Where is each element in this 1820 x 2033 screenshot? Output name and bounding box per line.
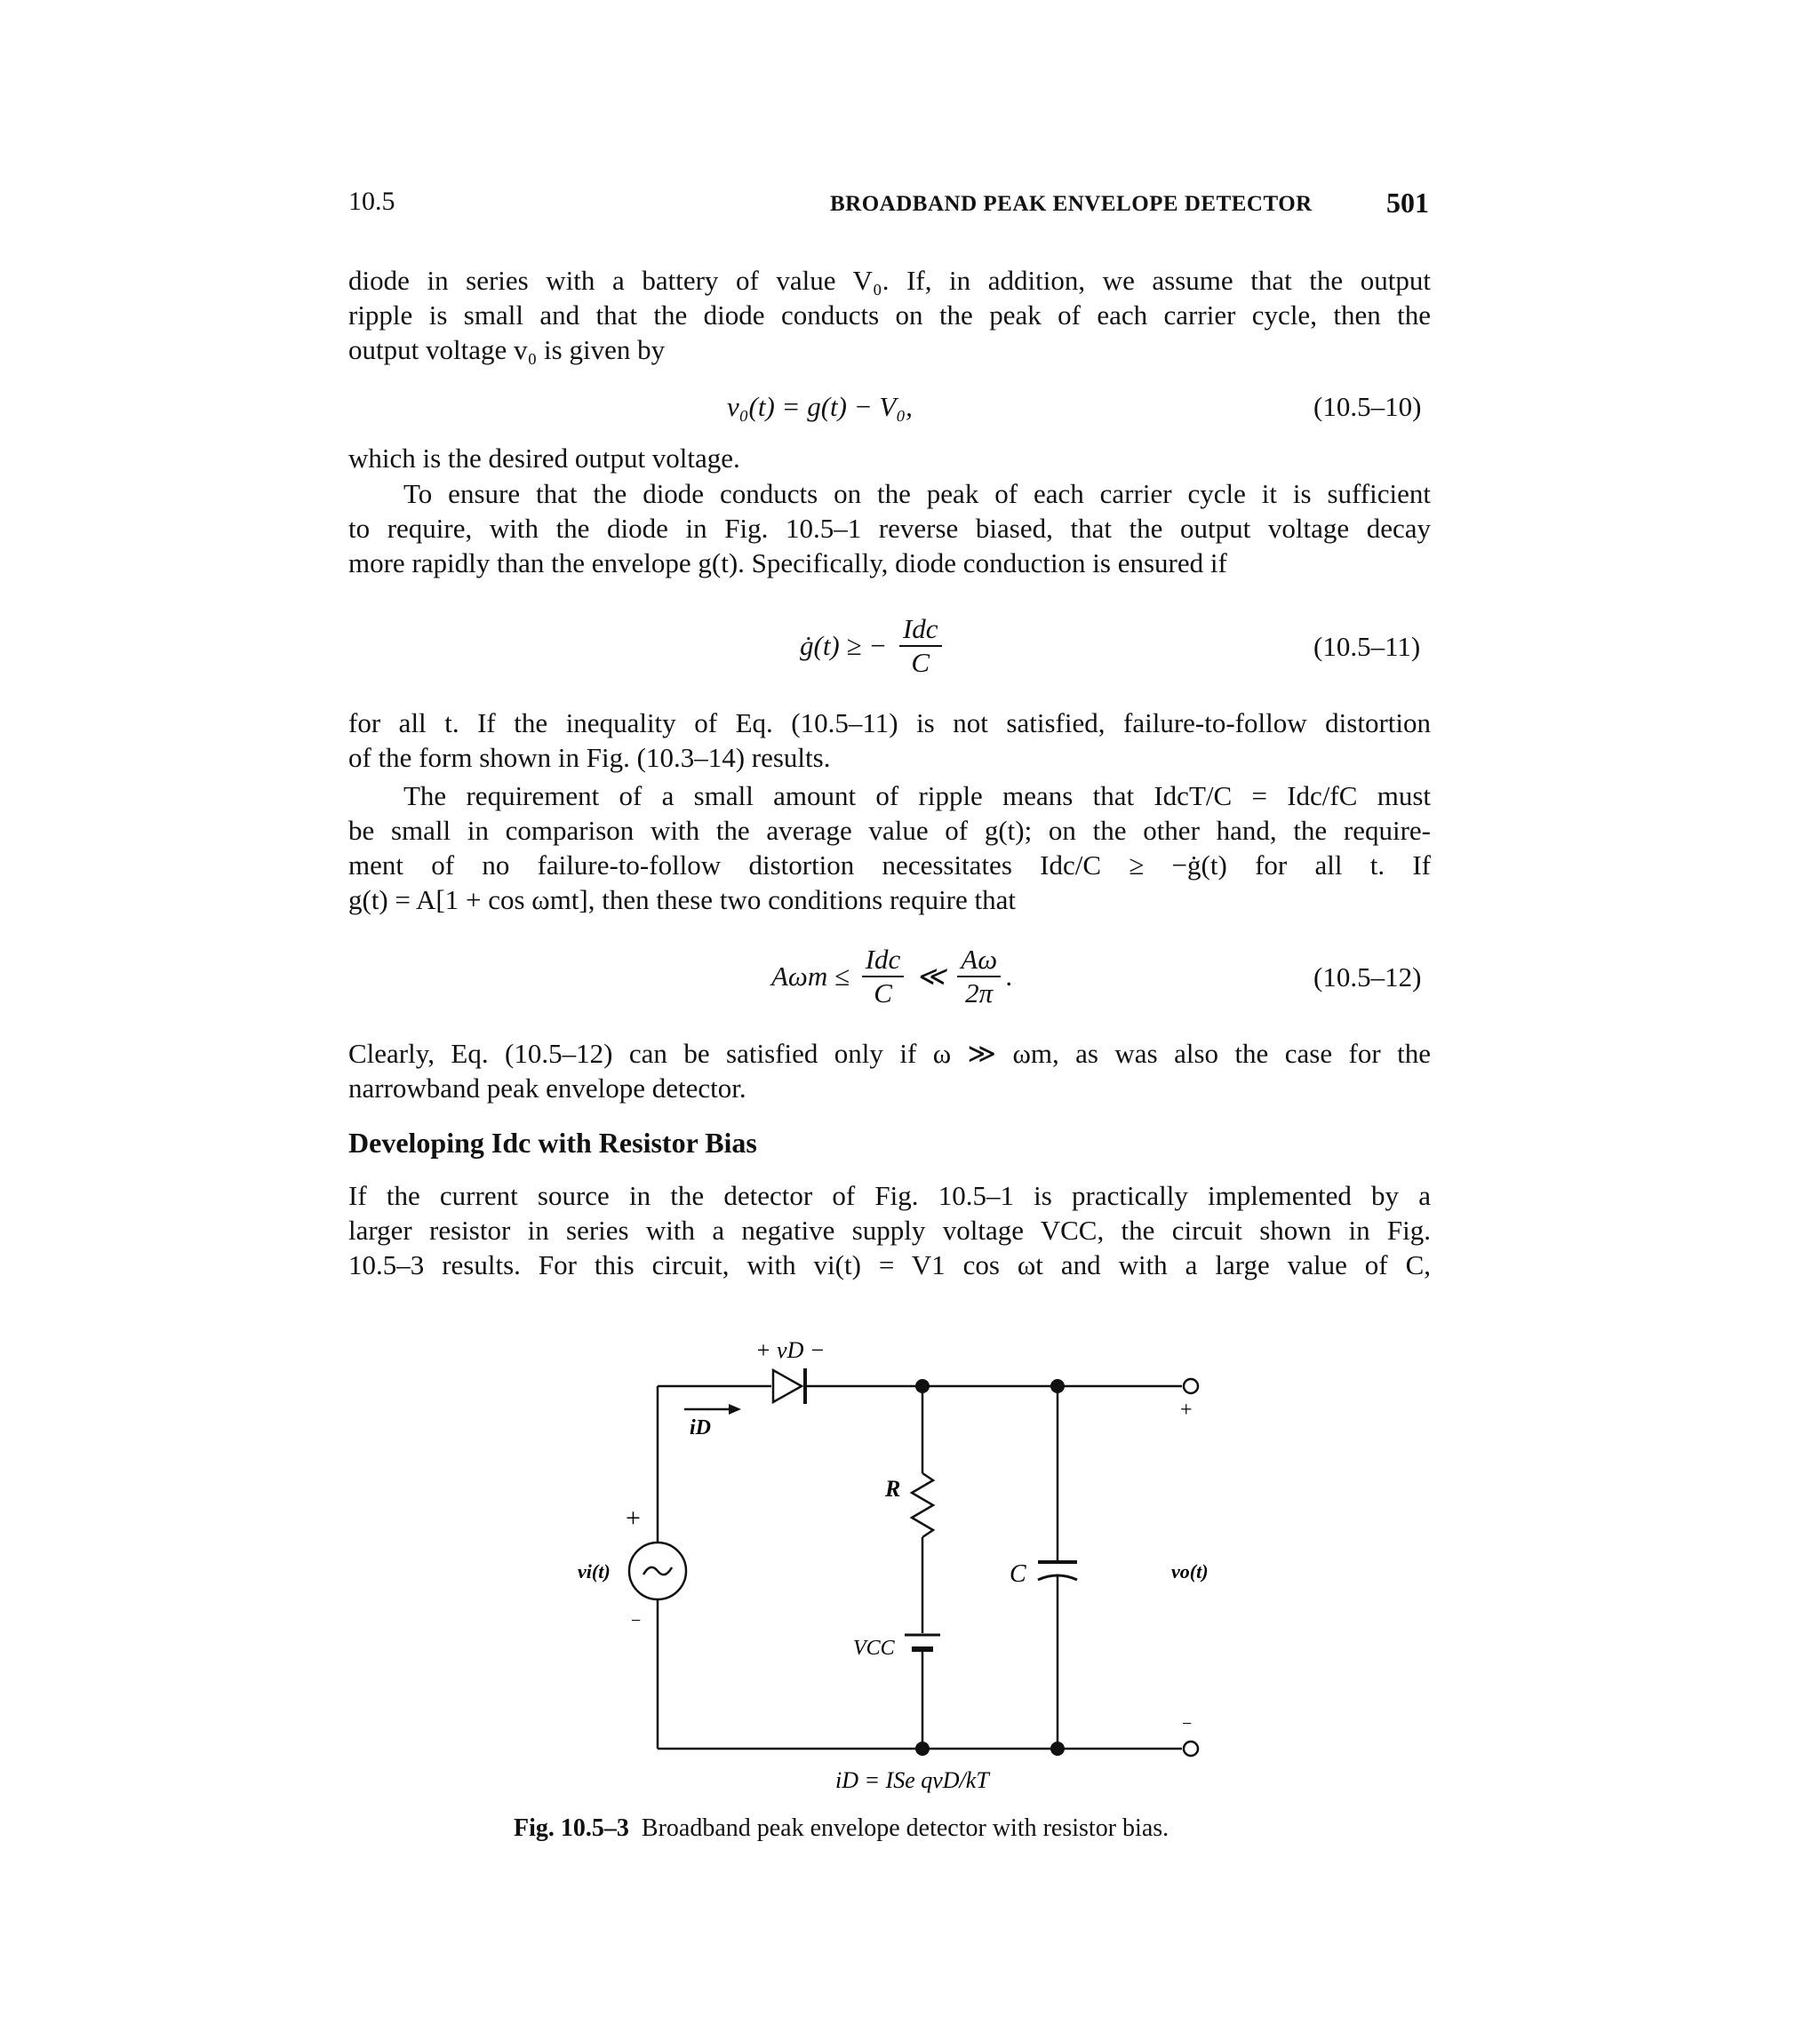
text-line: which is the desired output voltage. (348, 442, 740, 474)
period: . (1006, 961, 1013, 992)
page-number: 501 (1386, 187, 1429, 219)
text-line: ripple is small and that the diode conducts on the peak of each carrier cycle, then the (348, 299, 1431, 331)
equation-number: (10.5–11) (1313, 631, 1421, 662)
vd-label: + vD − (755, 1337, 826, 1363)
numerator: Aω (957, 944, 1001, 977)
numerator: Idc (899, 613, 942, 647)
text-line: 10.5–3 results. For this circuit, with vi(t) = V1 cos ωt and with a large value of C, (348, 1249, 1431, 1280)
output-terminal-top (1184, 1379, 1198, 1393)
equation-lhs: ġ(t) ≥ − (800, 630, 888, 661)
r-label: R (885, 1476, 901, 1502)
section-heading: Developing Idc with Resistor Bias (348, 1127, 757, 1159)
text-line: output voltage v₀ is given by (348, 334, 666, 365)
junction-dot (1050, 1742, 1065, 1756)
vo-label: vo(t) (1171, 1560, 1209, 1583)
output-minus: − (1182, 1714, 1193, 1734)
text-line: The requirement of a small amount of ripple means that IdcT/C = Idc/fC must (403, 780, 1431, 811)
text-line: for all t. If the inequality of Eq. (10.5–11) is not satisfied, failure-to-follow distortion (348, 707, 1431, 738)
text-line: Clearly, Eq. (10.5–12) can be satisfied only if ω ≫ ωm, as was also the case for the (348, 1038, 1431, 1069)
source-plus: + (626, 1503, 641, 1533)
figure-caption (514, 1814, 1169, 1843)
text-line: more rapidly than the envelope g(t). Specifically, diode conduction is ensured if (348, 547, 1227, 578)
text-line: To ensure that the diode conducts on the peak of each carrier cycle it is sufficient (403, 478, 1431, 509)
junction-dot (915, 1742, 930, 1756)
junction-dot (915, 1379, 930, 1393)
vcc-label: VCC (853, 1637, 895, 1660)
denominator: 2π (965, 977, 994, 1009)
id-label: iD (690, 1416, 711, 1439)
running-title: BROADBAND PEAK ENVELOPE DETECTOR (830, 192, 1313, 216)
resistor-zigzag (912, 1473, 933, 1537)
text-line: g(t) = A[1 + cos ωmt], then these two conditions require that (348, 884, 1016, 915)
output-terminal-bottom (1184, 1742, 1198, 1756)
output-plus: + (1180, 1399, 1193, 1422)
section-number: 10.5 (348, 187, 395, 216)
text-line: If the current source in the detector of Fig. 10.5–1 is practically implemented by a (348, 1180, 1431, 1211)
equation-number: (10.5–10) (1313, 391, 1422, 422)
ac-symbol (643, 1567, 672, 1575)
diode-triangle (773, 1370, 802, 1402)
text-line: narrowband peak envelope detector. (348, 1072, 746, 1104)
c-label: C (1010, 1560, 1026, 1588)
figure-label: Fig. 10.5–3 (514, 1814, 629, 1842)
junction-dot (1050, 1379, 1065, 1393)
equation-number: (10.5–12) (1313, 961, 1422, 993)
equation-lhs: Aωm ≤ (771, 961, 850, 992)
denominator: C (911, 647, 930, 678)
arrow-head (729, 1404, 741, 1415)
much-less-than: ≪ (916, 961, 946, 992)
diode-equation: iD = ISe qvD/kT (835, 1767, 989, 1793)
text-line: diode in series with a battery of value V₀. If, in addition, we assume that the output (348, 265, 1431, 296)
denominator: C (874, 977, 892, 1009)
text-line: to require, with the diode in Fig. 10.5–1 reverse biased, that the output voltage decay (348, 513, 1431, 544)
numerator: Idc (862, 944, 905, 977)
text-line: be small in comparison with the average value of g(t); on the other hand, the require- (348, 815, 1431, 846)
text-line: of the form shown in Fig. (10.3–14) results. (348, 742, 831, 773)
source-minus: − (631, 1611, 642, 1630)
vi-label: vi(t) (578, 1560, 611, 1583)
text-line: ment of no failure-to-follow distortion necessitates Idc/C ≥ −ġ(t) for all t. If (348, 849, 1431, 881)
text-line: larger resistor in series with a negative supply voltage VCC, the circuit shown in Fig. (348, 1215, 1431, 1246)
equation-10-5-10: v₀(t) = g(t) − V₀, (727, 391, 913, 422)
figure-caption-text: Broadband peak envelope detector with resistor bias. (641, 1814, 1169, 1842)
